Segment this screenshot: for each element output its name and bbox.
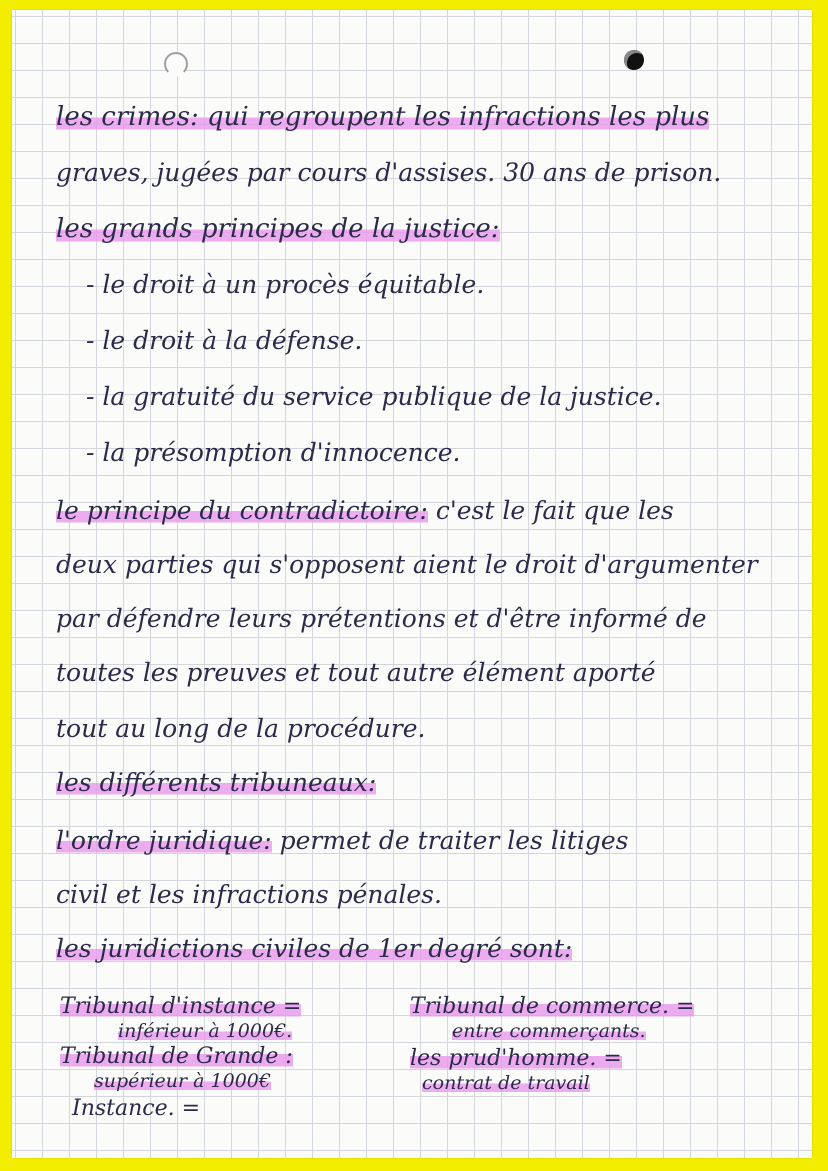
heading-principes-text: les grands principes de la justice: — [56, 214, 500, 244]
bullet-item: - le droit à la défense. — [86, 326, 363, 355]
heading-tribunaux-text: les différents tribuneaux: — [56, 768, 377, 797]
binder-hole-left — [164, 52, 188, 76]
note-line: deux parties qui s'opposent aient le droit d'argumenter — [56, 550, 758, 579]
heading-tribunaux — [56, 770, 376, 795]
tribunal-instance-detail — [118, 1022, 292, 1041]
tribunal-grande-instance — [60, 1046, 293, 1068]
ordre-juridique-definition: permet de traiter les litiges — [271, 826, 629, 855]
tribunal-instance-detail-text: inférieur à 1000€. — [118, 1020, 293, 1042]
note-line — [56, 498, 674, 523]
tribunal-instance-text: Tribunal d'instance = — [60, 994, 302, 1019]
tribunal-commerce — [410, 996, 694, 1018]
crimes-text: les crimes: qui regroupent les infractions les plus — [56, 102, 710, 132]
prudhomme-detail-text: contrat de travail — [422, 1072, 590, 1094]
tribunal-grande-instance-text: Tribunal de Grande : — [60, 1044, 293, 1069]
binder-hole-right — [624, 50, 644, 70]
prudhomme-detail — [422, 1074, 590, 1093]
note-line: toutes les preuves et tout autre élément aporté — [56, 658, 656, 687]
juridictions-heading — [56, 936, 572, 961]
bullet-item: - la présomption d'innocence. — [86, 438, 461, 467]
heading-contradictoire: le principe du contradictoire: — [56, 496, 428, 525]
tribunal-grande-instance-detail — [94, 1072, 271, 1091]
tribunal-instance — [60, 996, 301, 1018]
note-line: civil et les infractions pénales. — [56, 880, 442, 909]
note-line — [56, 104, 709, 130]
note-line: graves, jugées par cours d'assises. 30 ans de prison. — [56, 158, 722, 187]
heading-principes — [56, 216, 500, 242]
note-line: tout au long de la procédure. — [56, 714, 426, 743]
contradictoire-definition: c'est le fait que les — [427, 496, 674, 525]
tribunal-grande-instance-cont: Instance. = — [72, 1096, 201, 1121]
note-line: par défendre leurs prétentions et d'être informé de — [56, 604, 707, 633]
bullet-item: - le droit à un procès équitable. — [86, 270, 485, 299]
juridictions-heading-text: les juridictions civiles de 1er degré sont: — [56, 934, 573, 963]
tribunal-grande-instance-detail-text: supérieur à 1000€ — [94, 1070, 271, 1092]
tribunal-commerce-detail-text: entre commerçants. — [452, 1020, 646, 1042]
bullet-item: - la gratuité du service publique de la justice. — [86, 382, 662, 411]
prudhomme-text: les prud'homme. = — [410, 1046, 622, 1071]
notebook-page — [12, 10, 812, 1158]
prudhomme — [410, 1048, 622, 1070]
tribunal-commerce-text: Tribunal de commerce. = — [410, 994, 695, 1019]
note-line — [56, 828, 629, 853]
ordre-juridique-heading: l'ordre juridique: — [56, 826, 272, 855]
tribunal-commerce-detail — [452, 1022, 646, 1041]
